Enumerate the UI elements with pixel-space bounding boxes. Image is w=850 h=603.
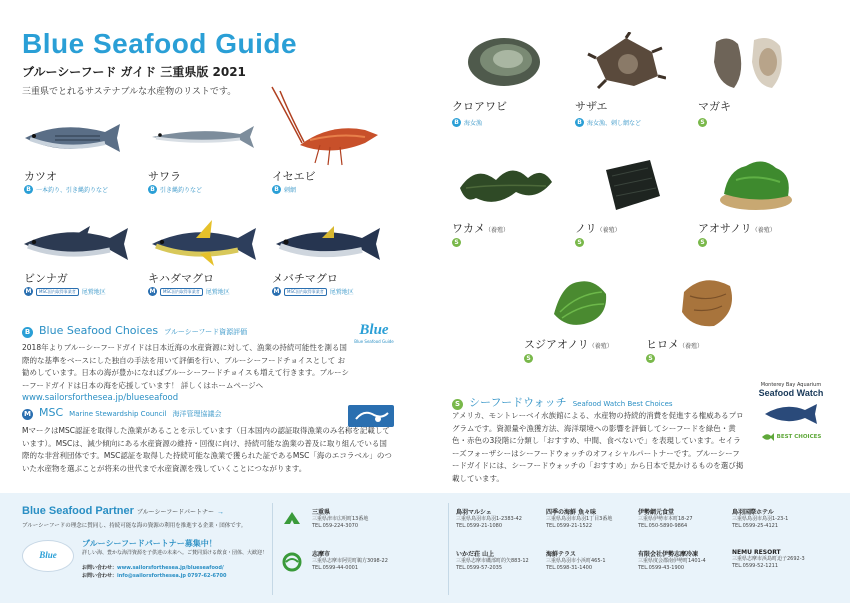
species-tag (698, 238, 707, 247)
arrow-icon: → (217, 509, 225, 516)
seafood-watch-badge-icon: S (698, 238, 707, 247)
species-tag (452, 238, 461, 247)
best-choices-text: BEST CHOICES (776, 434, 822, 440)
msc-ecolabel-logo (348, 405, 394, 427)
blue-choices-heading (22, 324, 247, 338)
blue-badge-icon: B (272, 185, 281, 194)
species-name: キハダマグロ (148, 272, 214, 285)
wakame-image (456, 158, 556, 210)
species-tag (148, 185, 202, 194)
blue-seafood-link[interactable]: www.sailorsforthesea.jp/blueseafood (22, 393, 179, 403)
species-tag (272, 185, 296, 194)
species-note: 一本釣り、引き縄釣りなど (36, 187, 109, 194)
partner-entry (546, 507, 612, 530)
species-name-text: ワカメ (452, 222, 485, 235)
sazae-image (586, 32, 666, 90)
partner-tel: TEL.0599-21-1080 (456, 523, 503, 529)
recruit-links (82, 565, 226, 580)
partner-name: 有限会社伊勢志摩冷凍 (638, 551, 699, 558)
org-entry (312, 507, 368, 530)
species-name: カツオ (24, 170, 57, 183)
partner-entry (456, 549, 529, 572)
page-subtitle: ブルーシーフード ガイド 三重県版 2021 (22, 65, 246, 79)
shima-city-emblem-icon (282, 552, 302, 572)
msc-title-jp: 海洋管理協議会 (172, 410, 222, 418)
org-tel: TEL.059-224-3070 (312, 523, 359, 529)
aosanori-image (716, 154, 796, 214)
species-tag (646, 354, 655, 363)
species-name: サザエ (575, 100, 608, 113)
species-name (646, 336, 703, 352)
species-name (452, 220, 509, 236)
species-note: 海女漁、刺し網など (587, 120, 642, 127)
recruit-email-label: お問い合わせ： (82, 572, 118, 579)
org-addr: 三重県津市広明町13番地 (312, 516, 369, 522)
partner-name: NEMU RESORT (732, 549, 781, 556)
iseebi-image (270, 85, 385, 170)
msc-badge-icon: M (25, 288, 32, 295)
partner-addr: 三重県志摩市浜島町迫子2692-3 (732, 556, 805, 562)
msc-badge-icon: M (149, 288, 156, 295)
katsuo-image (20, 118, 135, 158)
partner-title (22, 505, 224, 517)
logo-main: Seafood Watch (758, 388, 824, 398)
species-name: マガキ (698, 100, 731, 113)
nori-image (600, 156, 666, 214)
intro-text: 三重県でとれるサステナブルな水産物のリストです。 (22, 87, 237, 97)
best-choices-badge (756, 432, 826, 442)
blue-badge-icon: B (24, 185, 33, 194)
msc-heading (22, 406, 221, 420)
partner-addr: 三重県伊勢市本町18-27 (638, 516, 693, 522)
logo-text: Blue (359, 322, 389, 338)
species-name (524, 336, 613, 352)
msc-chip: MSC国内取得事業者 (160, 288, 203, 296)
blue-choices-body (22, 342, 352, 405)
partner-title-en: Blue Seafood Partner (22, 505, 134, 517)
seafood-watch-badge-icon: S (524, 354, 533, 363)
msc-title: MSC (39, 406, 64, 419)
page-title: Blue Seafood Guide (22, 28, 298, 59)
species-name (575, 220, 621, 236)
org-name: 三重県 (312, 509, 331, 516)
species-name-text: ノリ (575, 222, 597, 235)
divider (448, 503, 449, 595)
species-suffix: （養殖） (596, 227, 621, 234)
species-name: メバチマグロ (272, 272, 338, 285)
species-note: 引き縄釣りなど (160, 187, 203, 194)
recruit-tel: 0797-62-6700 (187, 572, 227, 579)
magaki-image (708, 32, 788, 92)
mebachi-image (272, 220, 387, 266)
partner-name: いかだ荘 山上 (456, 551, 495, 558)
kuroawabi-image (464, 34, 544, 90)
plate-logo-text: Blue (39, 550, 57, 560)
species-tag (575, 238, 584, 247)
seafood-watch-title-en: Seafood Watch Best Choices (572, 400, 673, 408)
partner-entry (732, 549, 805, 570)
org-addr: 三重県志摩市阿児町鵜方3098-22 (312, 558, 388, 564)
org-entry (312, 549, 388, 572)
species-tag (148, 287, 230, 296)
partner-plate-logo (22, 540, 74, 572)
partner-name: 鳥羽マルシェ (456, 509, 492, 516)
blue-choices-text: 2018年よりブルーシーフードガイドは日本近海の水産資源に対して、漁業の持続可能性を測る国際的な基準をベースにした独自の手法を用いて評価を行い、ブルーシーフードチョイスとして お勧めしています。日本の海が豊かになればブルーシーフードチョイスも増えて行きます。ブルーシーフードガイドは日本の海を応援しています！ 詳しくはホームページへ (22, 343, 349, 390)
blue-choices-title: Blue Seafood Choices (39, 324, 159, 337)
species-tag (524, 354, 533, 363)
species-name-text: ヒロメ (646, 338, 679, 351)
sawara-image (148, 121, 263, 153)
kihada-image (148, 218, 263, 268)
species-tag (272, 287, 354, 296)
blue-badge-icon: B (452, 118, 461, 127)
seafood-watch-badge-icon: S (698, 118, 707, 127)
species-name: ビンナガ (24, 272, 68, 285)
recruit-link-label: お問い合わせ： (82, 565, 118, 571)
partner-addr: 三重県度会郡南伊勢町1401-4 (638, 558, 706, 564)
partner-entry (546, 549, 606, 572)
seafood-watch-title: シーフードウォッチ (469, 396, 567, 409)
logo-top: Monterey Bay Aquarium (760, 382, 822, 388)
partner-entry (638, 507, 693, 530)
partner-title-jp: ブルーシーフードパートナー (136, 510, 214, 516)
logo-sub: Blue Seafood Guide (354, 339, 394, 344)
partner-tel: TEL.0599-21-1522 (546, 523, 593, 529)
msc-chip: MSC国内取得事業者 (36, 288, 79, 296)
partner-addr: 三重県鳥羽市小浜町465-1 (546, 558, 606, 564)
blue-seafood-guide-logo (352, 322, 396, 356)
mie-prefecture-emblem-icon (282, 510, 302, 526)
fish-icon (761, 432, 775, 442)
species-note: 刺網 (284, 187, 297, 194)
partner-tel: TEL.050-5890-9864 (638, 523, 688, 529)
species-tag (452, 118, 482, 127)
species-tag (24, 185, 108, 194)
species-name (698, 220, 776, 236)
partner-tel: TEL.0599-43-1900 (638, 565, 685, 571)
recruit-link[interactable]: www.sailorsforthesea.jp/blueseafood/ (117, 565, 224, 571)
msc-body: MマークはMSC認証を取得した漁業があることを示しています（日本国内の認証取得漁業のみ名称を記載しています）。MSCは、減少傾向にある水産資源の維持・回復に向け、持続可能な漁業の普及に取り組んでいる国際的な非営利団体です。MSC認証を取得した持続可能な漁業で獲られた証であるMSC「海のエコラベル」のついた水産物を選ぶことが将来の世代まで水産資源を残していくことにつながります。 (22, 426, 392, 473)
partner-description: ブルーシーフードの理念に賛同し、持続可能な海の資源の利用を推進する企業・団体です。 (22, 523, 247, 529)
species-suffix: （養殖） (485, 227, 510, 234)
species-name-text: スジアオノリ (524, 338, 589, 351)
species-tag (24, 287, 106, 296)
species-name: クロアワビ (452, 100, 507, 113)
recruit-body: 詳しい海、豊かな海洋資源を子供達の未来へ。ご賛同頂ける飲食・団体、大歓迎！ (82, 550, 268, 556)
species-name: サワラ (148, 170, 181, 183)
species-name: イセエビ (272, 170, 316, 183)
sujiaonori-image (548, 274, 612, 330)
partner-addr: 三重県鳥羽市鳥羽1丁目3番地 (546, 516, 613, 522)
seafood-watch-heading (452, 394, 673, 410)
msc-badge-icon: M (273, 288, 280, 295)
seafood-watch-badge-icon: S (646, 354, 655, 363)
partner-entry (638, 549, 706, 572)
blue-badge-icon: B (575, 118, 584, 127)
seafood-watch-badge-icon: S (575, 238, 584, 247)
seafood-watch-badge-icon: S (452, 399, 463, 410)
partner-name: 四季の海鮮 魚々味 (546, 509, 597, 516)
partner-name: 鳥羽国際ホテル (732, 509, 774, 516)
msc-badge-icon: M (22, 409, 33, 420)
species-suffix: （養殖） (751, 227, 776, 234)
species-tag (575, 118, 641, 127)
binnaga-image (20, 220, 135, 266)
msc-title-en: Marine Stewardship Council (69, 410, 167, 418)
partner-name: 伊勢網元食堂 (638, 509, 675, 516)
partner-tel: TEL.0599-57-2035 (456, 565, 503, 571)
blue-badge-icon: B (22, 327, 33, 338)
partner-tel: TEL.0599-25-4121 (732, 523, 779, 529)
species-note: 尾鷲地区 (329, 289, 354, 296)
tuna-icon (761, 398, 821, 428)
blue-choices-title-jp: ブルーシーフード資源評価 (164, 328, 248, 336)
recruit-title: ブルーシーフードパートナー募集中！ (82, 539, 217, 548)
species-note: 尾鷲地区 (81, 289, 106, 296)
divider (272, 503, 273, 595)
seafood-watch-body: アメリカ、モントレーベイ水族館による、水産物の持続的消費を促進する権威あるプログラムです。資源量や漁獲方法、海洋環境への影響を評価してシーフードを緑色・黄色・赤色の3段階に分類し「おすすめ、中間、食べないで」を表現しています。セイラーズフォーザシーはシーフードウォッチのオフィシャルパートナーです。ブルーシーフードガイドには、シーフードウォッチの「おすすめ」から日本で見かけるものを選び掲載しています。 (452, 411, 744, 483)
partner-addr: 三重県鳥羽市鳥羽1-2383-42 (456, 516, 522, 522)
partner-entry (456, 507, 522, 530)
msc-chip: MSC国内取得事業者 (284, 288, 327, 296)
species-tag (698, 118, 707, 127)
species-name-text: アオサノリ (698, 222, 752, 235)
species-suffix: （養殖） (588, 343, 613, 350)
seafood-watch-badge-icon: S (452, 238, 461, 247)
partner-tel: TEL.0598-31-1400 (546, 565, 593, 571)
org-tel: TEL.0599-44-0001 (312, 565, 359, 571)
partner-entry (732, 507, 788, 530)
species-note: 海女漁 (464, 120, 483, 127)
hirome-image (674, 272, 740, 332)
species-suffix: （養殖） (679, 343, 704, 350)
recruit-email[interactable]: info@sailorsforthesea.jp (117, 572, 186, 579)
species-note: 尾鷲地区 (205, 289, 230, 296)
partner-tel: TEL.0599-52-1211 (732, 563, 779, 569)
org-name: 志摩市 (312, 551, 331, 558)
seafood-watch-logo (756, 382, 826, 472)
partner-addr: 三重県鳥羽市鳥羽1-23-1 (732, 516, 789, 522)
blue-badge-icon: B (148, 185, 157, 194)
partner-addr: 三重県志摩市磯部町的矢883-12 (456, 558, 529, 564)
partner-name: 海鮮テラス (546, 551, 576, 558)
